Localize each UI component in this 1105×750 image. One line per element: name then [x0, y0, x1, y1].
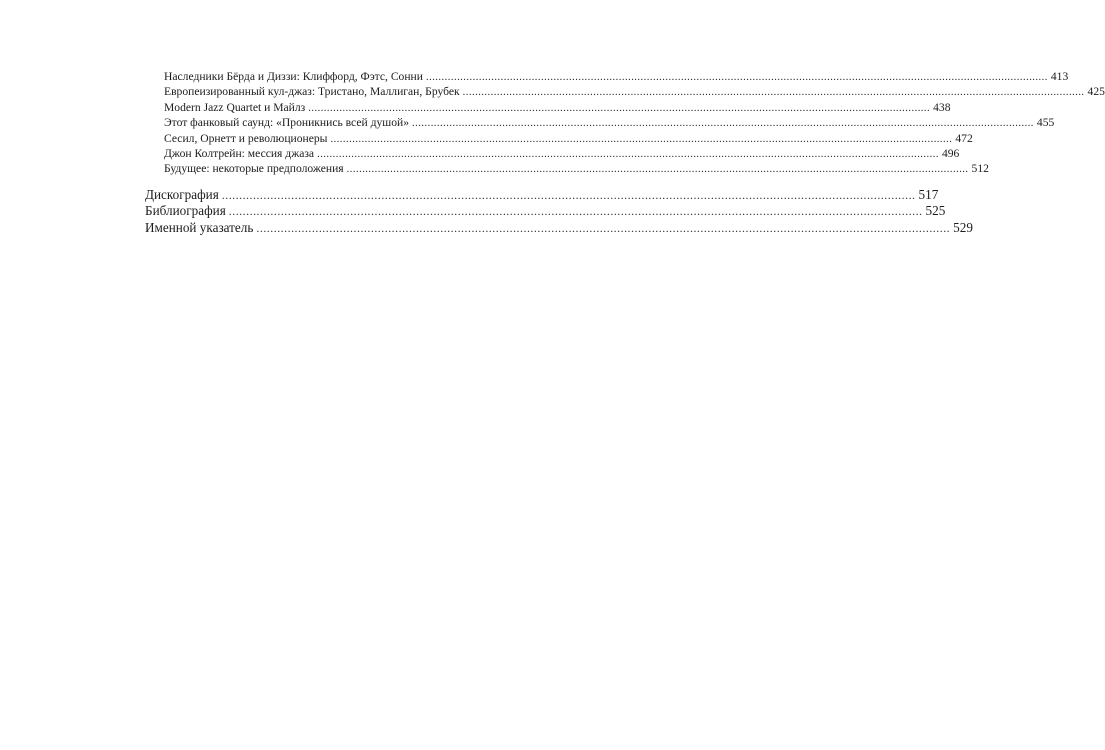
toc-entry	[145, 219, 973, 236]
toc-entry-title: Европеизированный кул-джаз: Тристано, Маллиган, Брубек	[164, 85, 460, 99]
toc-entry-page: 455	[1036, 116, 1055, 130]
toc-entry-page: 472	[955, 131, 973, 145]
toc-entry	[164, 131, 973, 146]
toc-entry-title: Сесил, Орнетт и революционеры	[164, 131, 328, 145]
toc-entry	[145, 187, 939, 203]
dot-leader	[229, 203, 923, 219]
toc-entry-title: Именной указатель	[145, 219, 254, 235]
toc-subchapters	[164, 69, 1105, 177]
toc-entry-page: 517	[918, 187, 939, 202]
toc-entry-page: 425	[1087, 85, 1105, 99]
toc-entry	[164, 115, 1055, 130]
toc-entry	[145, 203, 946, 219]
dot-leader	[222, 187, 916, 203]
toc-entry	[164, 84, 1105, 99]
toc-entry-page: 529	[953, 219, 973, 235]
toc-entry	[164, 100, 951, 115]
toc-entry-title: Наследники Бёрда и Диззи: Клиффорд, Фэтс, Сонни	[164, 70, 423, 83]
toc-entry-title: Библиография	[145, 203, 226, 219]
toc-entry-page: 512	[971, 162, 989, 176]
dot-leader	[317, 147, 939, 162]
toc-entry-page: 525	[925, 203, 946, 219]
toc-entry	[164, 161, 989, 176]
toc-entry-title: Дискография	[145, 187, 219, 202]
dot-leader	[330, 132, 952, 147]
dot-leader	[426, 70, 1048, 85]
dot-leader	[256, 220, 950, 236]
toc-entry	[164, 146, 960, 161]
dot-leader	[308, 101, 930, 116]
toc-entry-page: 496	[941, 146, 960, 160]
toc-entry-title: Будущее: некоторые предположения	[164, 162, 344, 176]
dot-leader	[463, 85, 1085, 100]
dot-leader	[412, 116, 1034, 131]
toc-main-sections	[145, 187, 973, 236]
toc-entry-title: Этот фанковый саунд: «Проникнись всей душой»	[164, 116, 410, 130]
toc-entry-page: 438	[933, 100, 951, 114]
toc-entry	[164, 69, 1069, 84]
toc-entry-title: Modern Jazz Quartet и Майлз	[164, 100, 306, 114]
toc-entry-page: 413	[1050, 70, 1069, 83]
dot-leader	[347, 162, 969, 177]
toc-entry-title: Джон Колтрейн: мессия джаза	[164, 146, 315, 160]
